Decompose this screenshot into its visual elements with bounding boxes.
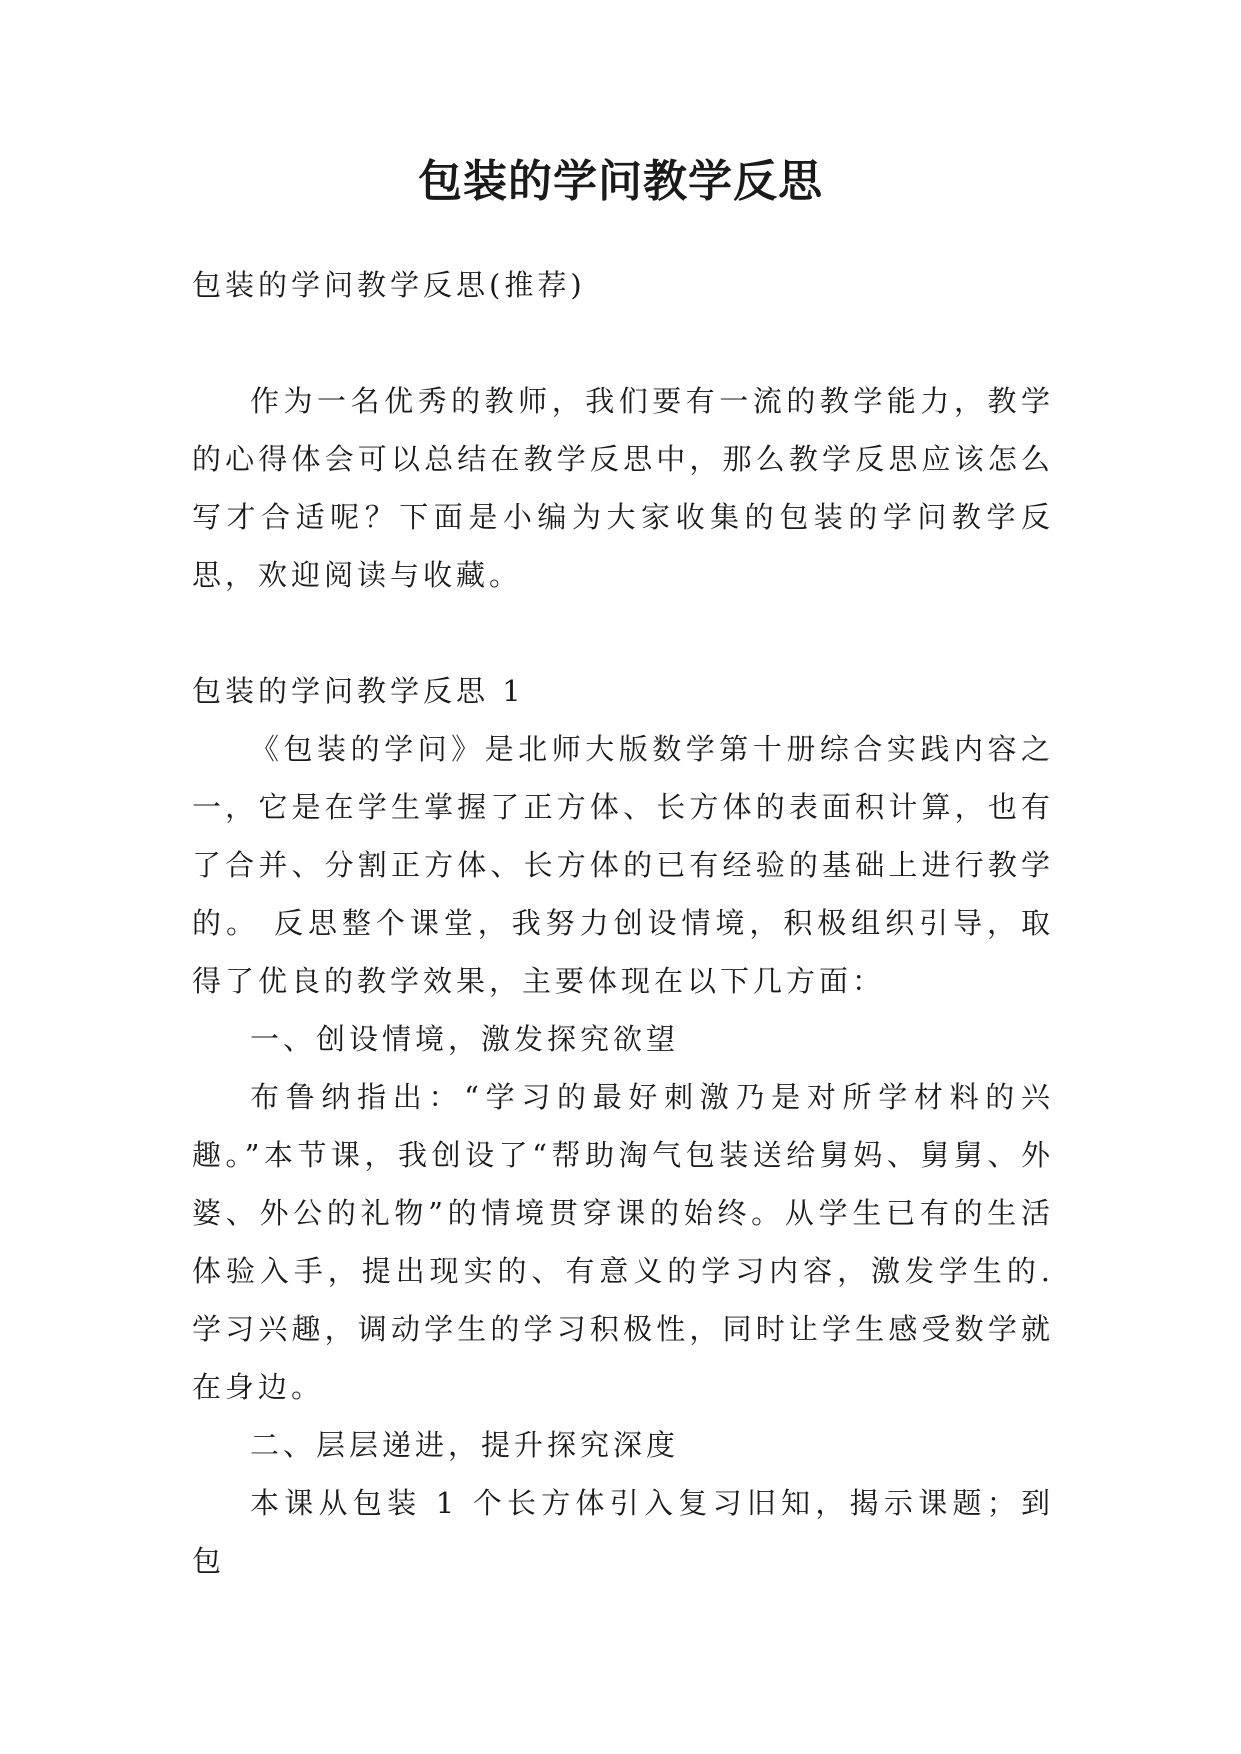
document-title: 包装的学问教学反思	[418, 156, 823, 207]
section-heading: 包装的学问教学反思 1	[192, 674, 525, 708]
intro-paragraph: 作为一名优秀的教师，我们要有一流的教学能力，教学的心得体会可以总结在教学反思中，那么教学反思应该怎么写才合适呢？下面是小编为大家收集的包装的学问教学反思，欢迎阅读与收藏。	[192, 384, 1054, 592]
spacer	[192, 604, 1054, 662]
point-2-body: 本课从包装 1 个长方体引入复习旧知，揭示课题；到包	[192, 1486, 1054, 1578]
document-body	[192, 256, 1054, 1590]
point-1-body: 布鲁纳指出：“学习的最好刺激乃是对所学材料的兴趣。”本节课，我创设了“帮助淘气包装送给舅妈、舅舅、外婆、外公的礼物”的情境贯穿课的始终。从学生已有的生活体验入手，提出现实的、有意义的学习内容，激发学生的.学习兴趣，调动学生的学习积极性，同时让学生感受数学就在身边。	[192, 1080, 1054, 1404]
spacer	[192, 314, 1054, 372]
point-2-heading: 二、层层递进，提升探究深度	[250, 1428, 680, 1462]
document-subtitle: 包装的学问教学反思(推荐)	[192, 268, 586, 302]
point-1-heading: 一、创设情境，激发探究欲望	[250, 1022, 680, 1056]
body-paragraph-1: 《包装的学问》是北师大版数学第十册综合实践内容之一，它是在学生掌握了正方体、长方体的表面积计算，也有了合并、分割正方体、长方体的已有经验的基础上进行教学的。 反思整个课堂，我努力创设情境，积极组织引导，取得了优良的教学效果，主要体现在以下几方面：	[192, 732, 1054, 998]
